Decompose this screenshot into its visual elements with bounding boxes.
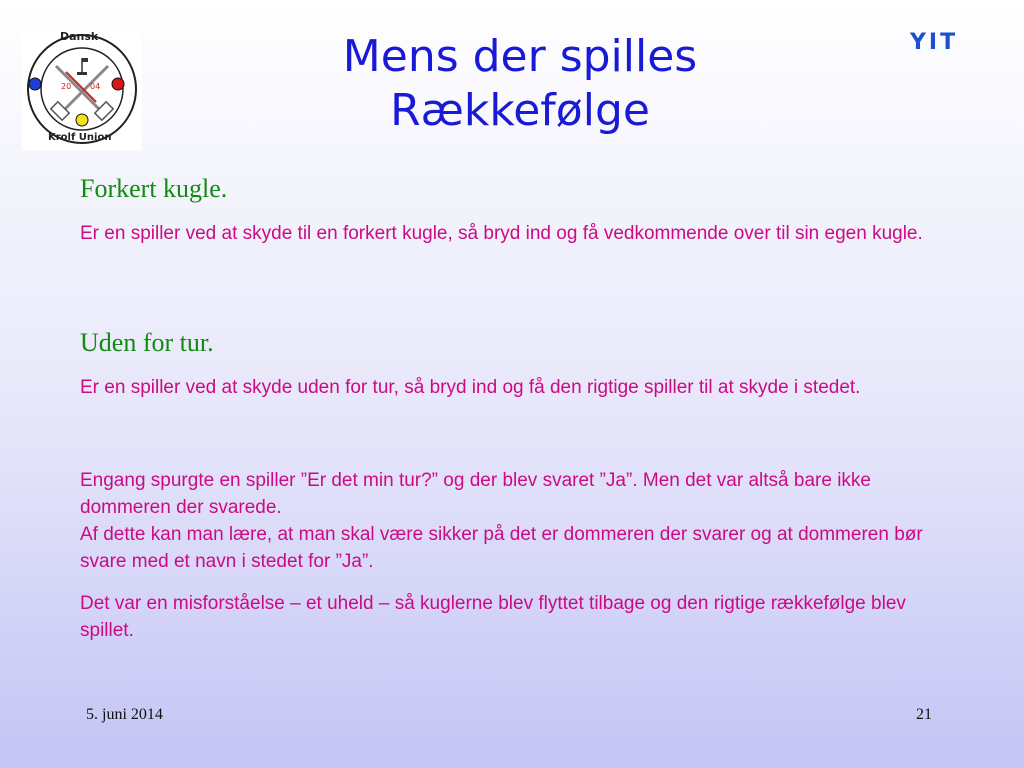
- story-line: Engang spurgte en spiller ”Er det min tur?” og der blev svaret ”Ja”. Men det var altså bare ikke dommeren der svarede.: [80, 470, 871, 518]
- slide-title: [240, 30, 800, 138]
- title-line-2: Rækkefølge: [390, 85, 650, 136]
- section-text: Er en spiller ved at skyde til en forkert kugle, så bryd ind og få vedkommende over til sin egen kugle.: [80, 223, 923, 244]
- page-number: 21: [916, 706, 932, 723]
- title-line-1: Mens der spilles: [342, 31, 698, 82]
- brand-logo: [910, 32, 988, 54]
- story-line: Af dette kan man lære, at man skal være sikker på det er dommeren der svarer og at dommeren bør svare med et navn i stedet for ”Ja”.: [80, 524, 923, 572]
- story-paragraph: Det var en misforståelse – et uheld – så kuglerne blev flyttet tilbage og den rigtige rækkefølge blev spillet.: [80, 593, 906, 641]
- logo-text-top: Dansk: [60, 30, 99, 43]
- logo-year-left: 20: [61, 82, 72, 91]
- footer-date: 5. juni 2014: [86, 706, 163, 723]
- section-heading: Forkert kugle.: [80, 174, 228, 203]
- logo-year-right: 04: [90, 82, 101, 91]
- story-paragraph: [80, 467, 960, 575]
- section-heading: Uden for tur.: [80, 328, 214, 357]
- section-text: Er en spiller ved at skyde uden for tur, så bryd ind og få den rigtige spiller til at skyde i stedet.: [80, 377, 861, 398]
- brand-text: YIT: [910, 30, 959, 55]
- logo-text-bottom: Krolf Union: [48, 132, 112, 143]
- club-logo: [22, 28, 142, 150]
